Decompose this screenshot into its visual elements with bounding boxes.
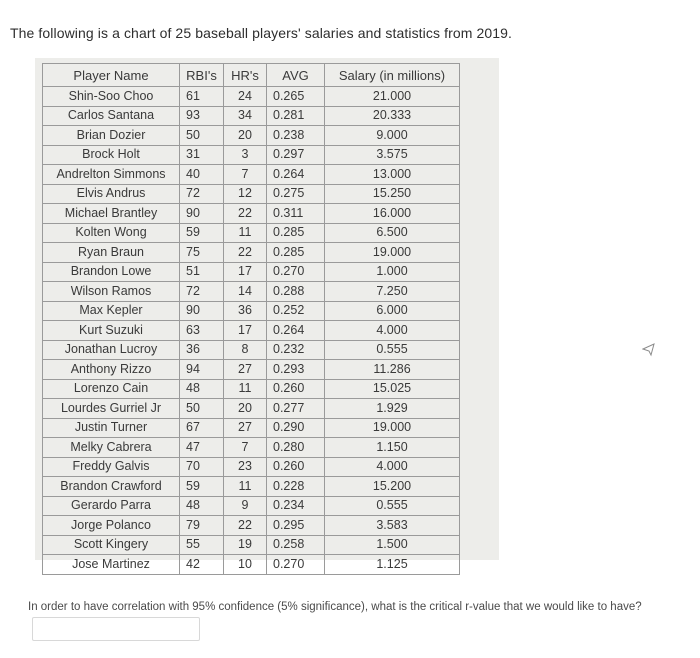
table-row: [43, 379, 460, 399]
table-row: [43, 340, 460, 360]
avg-cell: 0.264: [267, 321, 325, 341]
header-avg: AVG: [267, 64, 325, 87]
intro-text: The following is a chart of 25 baseball players' salaries and statistics from 2019.: [10, 25, 512, 41]
table-row: [43, 87, 460, 107]
hr-cell: 20: [224, 399, 267, 419]
player-name-cell: Elvis Andrus: [43, 184, 180, 204]
player-name-cell: Carlos Santana: [43, 106, 180, 126]
avg-cell: 0.285: [267, 243, 325, 263]
hr-cell: 7: [224, 438, 267, 458]
rbi-cell: 94: [180, 360, 224, 380]
avg-cell: 0.297: [267, 145, 325, 165]
avg-cell: 0.290: [267, 418, 325, 438]
salary-cell: 16.000: [325, 204, 460, 224]
avg-cell: 0.265: [267, 87, 325, 107]
table-row: [43, 262, 460, 282]
table-row: [43, 438, 460, 458]
hr-cell: 19: [224, 535, 267, 555]
player-name-cell: Ryan Braun: [43, 243, 180, 263]
player-name-cell: Jonathan Lucroy: [43, 340, 180, 360]
rbi-cell: 47: [180, 438, 224, 458]
avg-cell: 0.264: [267, 165, 325, 185]
table-row: [43, 243, 460, 263]
avg-cell: 0.293: [267, 360, 325, 380]
avg-cell: 0.311: [267, 204, 325, 224]
player-name-cell: Max Kepler: [43, 301, 180, 321]
table-row: [43, 360, 460, 380]
table-header: [43, 64, 460, 87]
header-player-name: Player Name: [43, 64, 180, 87]
table-row: [43, 145, 460, 165]
table-row: [43, 106, 460, 126]
hr-cell: 10: [224, 555, 267, 575]
rbi-cell: 61: [180, 87, 224, 107]
hr-cell: 12: [224, 184, 267, 204]
hr-cell: 11: [224, 477, 267, 497]
rbi-cell: 36: [180, 340, 224, 360]
table-row: [43, 184, 460, 204]
avg-cell: 0.285: [267, 223, 325, 243]
hr-cell: 17: [224, 262, 267, 282]
player-name-cell: Gerardo Parra: [43, 496, 180, 516]
rbi-cell: 72: [180, 184, 224, 204]
player-name-cell: Kolten Wong: [43, 223, 180, 243]
salary-cell: 1.000: [325, 262, 460, 282]
salary-cell: 1.500: [325, 535, 460, 555]
salary-cell: 15.250: [325, 184, 460, 204]
salary-cell: 4.000: [325, 321, 460, 341]
player-name-cell: Jorge Polanco: [43, 516, 180, 536]
hr-cell: 20: [224, 126, 267, 146]
hr-cell: 8: [224, 340, 267, 360]
avg-cell: 0.275: [267, 184, 325, 204]
hr-cell: 34: [224, 106, 267, 126]
avg-cell: 0.288: [267, 282, 325, 302]
stats-table: [42, 63, 460, 575]
hr-cell: 11: [224, 223, 267, 243]
avg-cell: 0.270: [267, 555, 325, 575]
salary-cell: 20.333: [325, 106, 460, 126]
player-name-cell: Melky Cabrera: [43, 438, 180, 458]
rbi-cell: 48: [180, 496, 224, 516]
player-name-cell: Andrelton Simmons: [43, 165, 180, 185]
player-name-cell: Freddy Galvis: [43, 457, 180, 477]
rbi-cell: 59: [180, 223, 224, 243]
rbi-cell: 72: [180, 282, 224, 302]
player-name-cell: Anthony Rizzo: [43, 360, 180, 380]
rbi-cell: 59: [180, 477, 224, 497]
avg-cell: 0.258: [267, 535, 325, 555]
avg-cell: 0.270: [267, 262, 325, 282]
player-name-cell: Brock Holt: [43, 145, 180, 165]
rbi-cell: 51: [180, 262, 224, 282]
salary-cell: 15.025: [325, 379, 460, 399]
salary-cell: 1.929: [325, 399, 460, 419]
salary-cell: 7.250: [325, 282, 460, 302]
rbi-cell: 31: [180, 145, 224, 165]
player-name-cell: Michael Brantley: [43, 204, 180, 224]
table-row: [43, 496, 460, 516]
table-row: [43, 418, 460, 438]
rbi-cell: 93: [180, 106, 224, 126]
rbi-cell: 40: [180, 165, 224, 185]
salary-cell: 11.286: [325, 360, 460, 380]
salary-cell: 15.200: [325, 477, 460, 497]
header-rbis: RBI's: [180, 64, 224, 87]
rbi-cell: 67: [180, 418, 224, 438]
player-name-cell: Lourdes Gurriel Jr: [43, 399, 180, 419]
player-name-cell: Wilson Ramos: [43, 282, 180, 302]
rbi-cell: 90: [180, 204, 224, 224]
salary-cell: 6.500: [325, 223, 460, 243]
salary-cell: 9.000: [325, 126, 460, 146]
table-row: [43, 165, 460, 185]
salary-cell: 1.150: [325, 438, 460, 458]
rbi-cell: 63: [180, 321, 224, 341]
table-row: [43, 223, 460, 243]
avg-cell: 0.280: [267, 438, 325, 458]
player-name-cell: Brian Dozier: [43, 126, 180, 146]
answer-input[interactable]: [32, 617, 200, 641]
table-row: [43, 301, 460, 321]
rbi-cell: 55: [180, 535, 224, 555]
avg-cell: 0.234: [267, 496, 325, 516]
player-name-cell: Justin Turner: [43, 418, 180, 438]
table-row: [43, 282, 460, 302]
rbi-cell: 90: [180, 301, 224, 321]
header-salary: Salary (in millions): [325, 64, 460, 87]
avg-cell: 0.260: [267, 379, 325, 399]
avg-cell: 0.228: [267, 477, 325, 497]
mouse-pointer-icon: [642, 343, 656, 357]
hr-cell: 27: [224, 418, 267, 438]
table-row: [43, 321, 460, 341]
hr-cell: 24: [224, 87, 267, 107]
hr-cell: 22: [224, 204, 267, 224]
avg-cell: 0.281: [267, 106, 325, 126]
rbi-cell: 50: [180, 399, 224, 419]
salary-cell: 1.125: [325, 555, 460, 575]
player-name-cell: Lorenzo Cain: [43, 379, 180, 399]
salary-cell: 0.555: [325, 496, 460, 516]
rbi-cell: 50: [180, 126, 224, 146]
table-row: [43, 457, 460, 477]
table-row: [43, 516, 460, 536]
rbi-cell: 75: [180, 243, 224, 263]
salary-cell: 13.000: [325, 165, 460, 185]
hr-cell: 27: [224, 360, 267, 380]
hr-cell: 17: [224, 321, 267, 341]
table-row: [43, 126, 460, 146]
hr-cell: 3: [224, 145, 267, 165]
player-name-cell: Jose Martinez: [43, 555, 180, 575]
table-row: [43, 204, 460, 224]
header-row: [43, 64, 460, 87]
avg-cell: 0.238: [267, 126, 325, 146]
avg-cell: 0.232: [267, 340, 325, 360]
question-block: [28, 597, 688, 641]
salary-cell: 0.555: [325, 340, 460, 360]
hr-cell: 22: [224, 243, 267, 263]
hr-cell: 14: [224, 282, 267, 302]
salary-cell: 21.000: [325, 87, 460, 107]
player-name-cell: Brandon Lowe: [43, 262, 180, 282]
table-body: [43, 87, 460, 575]
salary-cell: 3.583: [325, 516, 460, 536]
hr-cell: 9: [224, 496, 267, 516]
salary-cell: 19.000: [325, 418, 460, 438]
player-name-cell: Shin-Soo Choo: [43, 87, 180, 107]
avg-cell: 0.295: [267, 516, 325, 536]
table-row: [43, 555, 460, 575]
hr-cell: 22: [224, 516, 267, 536]
rbi-cell: 79: [180, 516, 224, 536]
player-name-cell: Kurt Suzuki: [43, 321, 180, 341]
hr-cell: 11: [224, 379, 267, 399]
hr-cell: 36: [224, 301, 267, 321]
question-text: In order to have correlation with 95% confidence (5% significance), what is the critical r-value that we would like to have?: [28, 601, 642, 613]
header-hrs: HR's: [224, 64, 267, 87]
table-row: [43, 477, 460, 497]
avg-cell: 0.260: [267, 457, 325, 477]
rbi-cell: 48: [180, 379, 224, 399]
table-row: [43, 535, 460, 555]
salary-cell: 3.575: [325, 145, 460, 165]
salary-cell: 4.000: [325, 457, 460, 477]
table-row: [43, 399, 460, 419]
salary-cell: 19.000: [325, 243, 460, 263]
rbi-cell: 42: [180, 555, 224, 575]
rbi-cell: 70: [180, 457, 224, 477]
player-name-cell: Scott Kingery: [43, 535, 180, 555]
player-name-cell: Brandon Crawford: [43, 477, 180, 497]
salary-cell: 6.000: [325, 301, 460, 321]
avg-cell: 0.252: [267, 301, 325, 321]
hr-cell: 7: [224, 165, 267, 185]
avg-cell: 0.277: [267, 399, 325, 419]
hr-cell: 23: [224, 457, 267, 477]
